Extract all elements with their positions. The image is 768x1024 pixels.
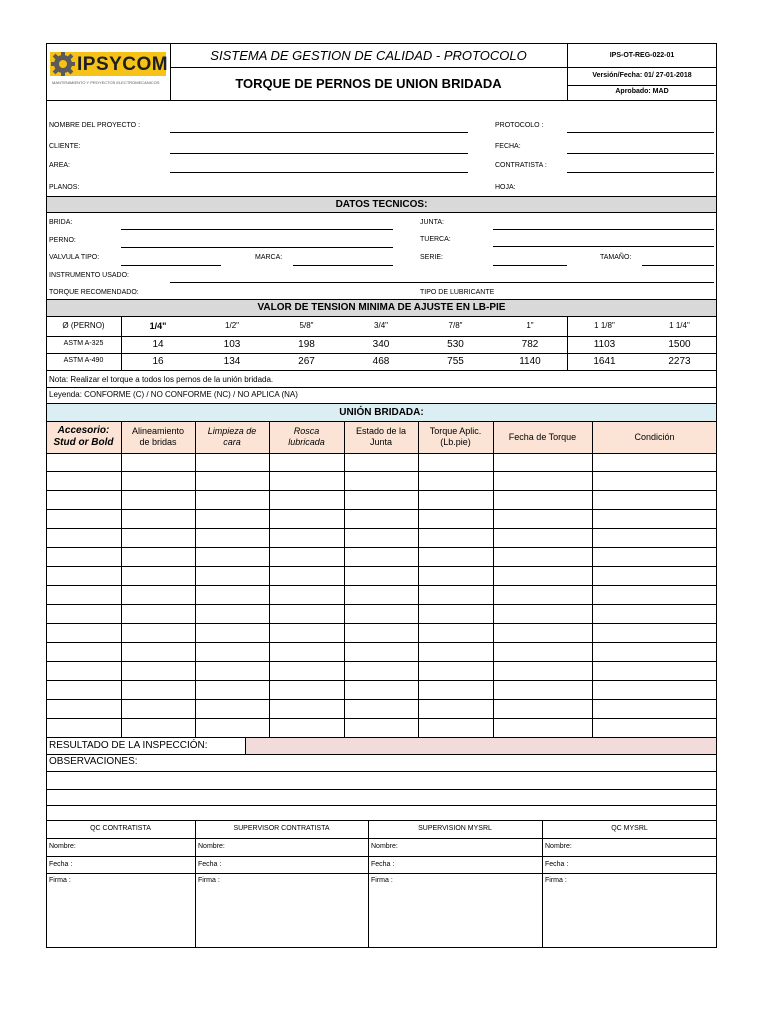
observaciones-line[interactable]: [46, 805, 717, 806]
document-version: Versión/Fecha: 01/ 27-01-2018: [592, 71, 692, 79]
field-serie[interactable]: [493, 265, 567, 266]
field-instrumento[interactable]: [170, 282, 714, 283]
label-area: AREA:: [49, 162, 71, 169]
field-contratista[interactable]: [567, 172, 714, 173]
divider: [493, 421, 494, 737]
label-firma: Firma :: [371, 877, 393, 884]
label-nombre: Nombre:: [371, 843, 398, 850]
document-code: IPS-OT-REG-022-01: [609, 51, 675, 59]
field-tuerca[interactable]: [493, 246, 714, 247]
col-fecha-torque: Fecha de Torque: [508, 431, 577, 442]
label-firma: Firma :: [198, 877, 220, 884]
table-row: [46, 718, 717, 719]
signature-column-title: SUPERVISOR CONTRATISTA: [233, 824, 330, 832]
tension-size: 5/8": [299, 321, 314, 331]
signature-column-title: QC MYSRL: [611, 824, 648, 832]
signature-column-title: SUPERVISION MYSRL: [418, 824, 492, 832]
tension-value: 530: [447, 338, 464, 350]
col-rosca: Rosca lubricada: [288, 426, 325, 447]
field-valvula-tipo[interactable]: [121, 265, 221, 266]
label-fecha: Fecha :: [545, 861, 569, 868]
table-row: [46, 642, 717, 643]
observaciones-line[interactable]: [46, 789, 717, 790]
field-protocolo[interactable]: [567, 132, 714, 133]
field-junta[interactable]: [493, 229, 714, 230]
label-valvula-tipo: VALVULA TIPO:: [49, 254, 100, 261]
field-perno[interactable]: [121, 247, 393, 248]
divider: [195, 820, 196, 948]
label-contratista: CONTRATISTA :: [495, 162, 547, 169]
tension-header-label: Ø (PERNO): [62, 321, 105, 331]
tension-size: 1 1/4": [669, 321, 690, 331]
label-nombre: Nombre:: [198, 843, 225, 850]
label-fecha: FECHA:: [495, 143, 521, 150]
legend-text: Leyenda: CONFORME (C) / NO CONFORME (NC) / NO APLICA (NA): [49, 390, 298, 399]
table-row: [46, 566, 717, 567]
tension-value: 468: [372, 355, 390, 367]
tension-value: 16: [152, 355, 164, 367]
label-nombre: Nombre:: [545, 843, 572, 850]
col-estado-junta: Estado de la Junta: [355, 426, 407, 447]
label-resultado: RESULTADO DE LA INSPECCIÓN:: [49, 740, 208, 751]
section-datos-tecnicos: DATOS TECNICOS:: [47, 197, 716, 212]
col-condicion: Condición: [634, 431, 675, 442]
table-row: [46, 623, 717, 624]
tension-value: 340: [372, 338, 390, 350]
tension-value: 2273: [668, 355, 691, 367]
tension-row-label: ASTM A-325: [63, 340, 104, 348]
table-row: [46, 509, 717, 510]
label-tamano: TAMAÑO:: [600, 254, 632, 261]
table-row: [46, 547, 717, 548]
field-area[interactable]: [170, 172, 468, 173]
tension-value: 198: [298, 338, 315, 350]
table-row: [46, 604, 717, 605]
field-nombre-proyecto[interactable]: [170, 132, 468, 133]
field-tamano[interactable]: [642, 265, 714, 266]
label-firma: Firma :: [49, 877, 71, 884]
label-protocolo: PROTOCOLO :: [495, 122, 544, 129]
document-approved: Aprobado: MAD: [615, 88, 669, 96]
table-row: [46, 453, 717, 454]
tension-size: 3/4": [374, 321, 388, 331]
tension-size: 1/2": [225, 321, 239, 331]
label-junta: JUNTA:: [420, 219, 444, 226]
divider: [46, 856, 717, 857]
label-perno: PERNO:: [49, 237, 76, 244]
label-brida: BRIDA:: [49, 219, 73, 226]
table-row: [46, 661, 717, 662]
tension-value: 1103: [593, 338, 616, 350]
label-instrumento: INSTRUMENTO USADO:: [49, 272, 129, 279]
divider: [195, 421, 196, 737]
col-alineamiento: Alineamiento de bridas: [131, 426, 185, 447]
tension-size: 7/8": [448, 321, 463, 331]
label-serie: SERIE:: [420, 254, 443, 261]
signature-column-title: QC CONTRATISTA: [90, 824, 151, 832]
field-cliente[interactable]: [170, 153, 468, 154]
table-row: [46, 585, 717, 586]
gear-icon: [51, 52, 75, 76]
tension-size: 1/4": [149, 320, 167, 331]
tension-size: 1 1/8": [594, 321, 615, 331]
tension-value: 267: [298, 355, 315, 367]
label-nombre: Nombre:: [49, 843, 76, 850]
table-row: [46, 699, 717, 700]
divider: [46, 873, 717, 874]
label-firma: Firma :: [545, 877, 567, 884]
tension-value: 103: [223, 338, 241, 350]
label-fecha: Fecha :: [198, 861, 222, 868]
field-fecha[interactable]: [567, 153, 714, 154]
label-observaciones: OBSERVACIONES:: [49, 756, 138, 767]
tension-value: 14: [152, 338, 164, 350]
col-accesorio: Accesorio: Stud or Bold: [53, 425, 114, 448]
observaciones-line[interactable]: [46, 771, 717, 772]
label-hoja: HOJA:: [495, 184, 516, 191]
label-fecha: Fecha :: [371, 861, 395, 868]
tension-value: 782: [521, 338, 539, 350]
label-nombre-proyecto: NOMBRE DEL PROYECTO :: [49, 122, 141, 129]
document-title: TORQUE DE PERNOS DE UNION BRIDADA: [235, 76, 502, 92]
divider: [46, 100, 717, 101]
label-tuerca: TUERCA:: [420, 236, 451, 243]
tension-value: 1500: [668, 338, 691, 350]
divider: [269, 421, 270, 737]
field-marca[interactable]: [293, 265, 393, 266]
tension-value: 1641: [593, 355, 616, 367]
table-row: [46, 490, 717, 491]
system-title: SISTEMA DE GESTION DE CALIDAD - PROTOCOLO: [210, 47, 527, 63]
divider: [344, 421, 345, 737]
label-torque-recomendado: TORQUE RECOMENDADO:: [49, 289, 139, 296]
section-tension: VALOR DE TENSION MINIMA DE AJUSTE EN LB-PIE: [47, 300, 716, 316]
label-fecha: Fecha :: [49, 861, 73, 868]
divider: [542, 820, 543, 948]
resultado-field[interactable]: [246, 738, 716, 754]
tension-value: 755: [447, 355, 464, 367]
divider: [418, 421, 419, 737]
divider: [46, 387, 717, 388]
divider: [46, 212, 717, 213]
divider: [46, 838, 717, 839]
tension-value: 1140: [519, 355, 541, 367]
divider: [592, 421, 593, 737]
divider: [46, 370, 717, 371]
company-logo: [50, 52, 169, 76]
tension-value: 134: [223, 355, 241, 367]
tension-size: 1": [526, 321, 534, 331]
col-torque-aplicado: Torque Aplic. (Lb.pie): [429, 426, 482, 447]
section-union-bridada: UNIÓN BRIDADA:: [47, 404, 716, 421]
divider: [121, 421, 122, 737]
field-brida[interactable]: [121, 229, 393, 230]
form-frame: [46, 43, 717, 948]
divider: [46, 754, 717, 755]
logo-tagline: MANTENIMIENTO Y PROYECTOS ELECTROMECANICOS: [52, 80, 160, 85]
col-limpieza: Limpieza de cara: [207, 426, 257, 447]
label-marca: MARCA:: [255, 254, 283, 261]
logo-text: IPSYCOM: [77, 54, 169, 75]
table-row: [46, 471, 717, 472]
label-tipo-lubricante: TIPO DE LUBRICANTE: [420, 289, 495, 296]
note-text: Nota: Realizar el torque a todos los pernos de la unión bridada.: [49, 375, 274, 384]
label-cliente: CLIENTE:: [49, 143, 81, 150]
divider: [368, 820, 369, 948]
tension-row-label: ASTM A-490: [63, 357, 104, 365]
label-planos: PLANOS:: [49, 184, 80, 191]
table-row: [46, 528, 717, 529]
table-row: [46, 680, 717, 681]
